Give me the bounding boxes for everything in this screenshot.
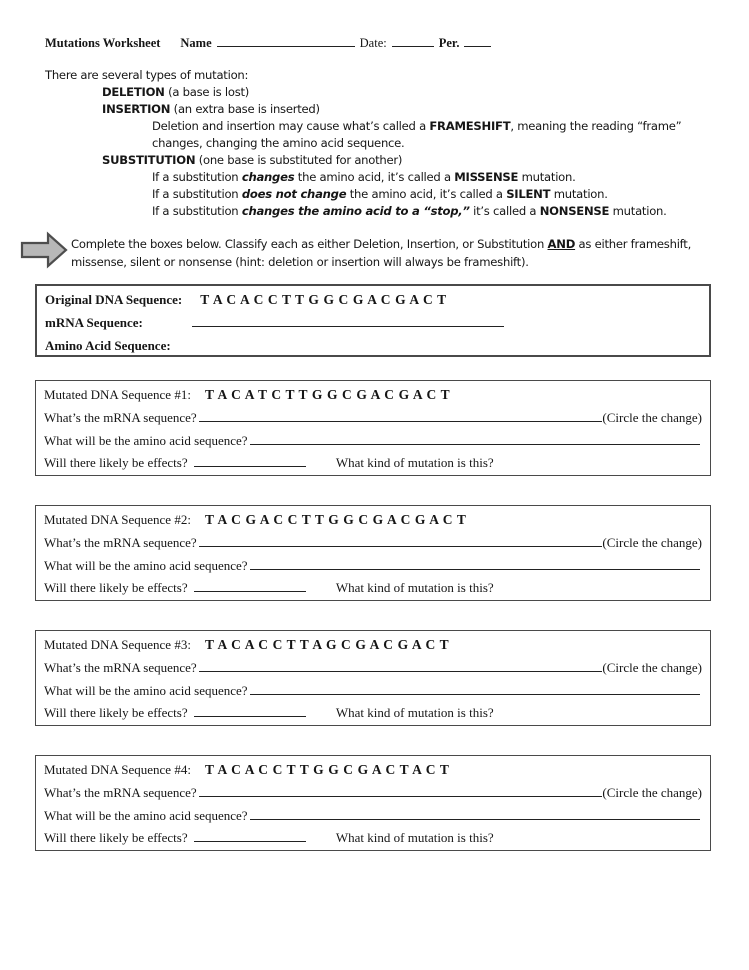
frameshift-line: Deletion and insertion may cause what’s called a FRAMESHIFT, meaning the reading “frame” <box>152 119 682 133</box>
mutation-kind-question: What kind of mutation is this? <box>335 580 494 596</box>
mrna-question: What’s the mRNA sequence? <box>44 659 197 675</box>
mrna-question: What’s the mRNA sequence? <box>44 534 197 550</box>
effects-question-row <box>44 827 702 850</box>
mutated-dna-sequence: T A C A T C T T G G C G A C G A C T <box>204 387 451 402</box>
effects-question: Will there likely be effects? <box>44 455 191 471</box>
worksheet-title: Mutations Worksheet <box>45 36 161 50</box>
substitution-line: SUBSTITUTION (one base is substituted for another) <box>102 153 403 167</box>
original-dna-sequence: T A C A C C T T G G C G A C G A C T <box>200 292 447 307</box>
original-amino-label: Amino Acid Sequence: <box>45 337 171 353</box>
insertion-line: INSERTION (an extra base is inserted) <box>102 102 320 116</box>
mutation-kind-question: What kind of mutation is this? <box>335 455 494 471</box>
mutated-seq-row <box>44 384 702 407</box>
circle-change-note: (Circle the change) <box>602 534 702 550</box>
effects-question: Will there likely be effects? <box>44 830 191 846</box>
mutated-seq-row <box>44 759 702 782</box>
mutated-seq-label: Mutated DNA Sequence #1: <box>44 387 191 402</box>
mrna-answer-blank <box>199 534 603 547</box>
amino-answer-blank <box>250 807 700 820</box>
mrna-answer-blank <box>199 659 603 672</box>
silent-line: If a substitution does not change the amino acid, it’s called a SILENT mutation. <box>152 187 608 201</box>
date-label: Date: <box>359 36 387 50</box>
original-mrna-row <box>45 312 701 335</box>
mutated-seq-label: Mutated DNA Sequence #4: <box>44 762 191 777</box>
mrna-answer-blank <box>199 409 603 422</box>
circle-change-note: (Circle the change) <box>602 784 702 800</box>
amino-question: What will be the amino acid sequence? <box>44 432 248 448</box>
circle-change-note: (Circle the change) <box>602 409 702 425</box>
name-blank <box>217 34 355 47</box>
amino-answer-blank <box>250 557 700 570</box>
mutation-kind-question: What kind of mutation is this? <box>335 705 494 721</box>
amino-question-row <box>44 430 702 453</box>
amino-answer-blank <box>250 682 700 695</box>
mrna-question-row <box>44 407 702 430</box>
mrna-question-row <box>44 782 702 805</box>
amino-question: What will be the amino acid sequence? <box>44 682 248 698</box>
amino-question-row <box>44 805 702 828</box>
right-arrow-icon <box>19 231 69 274</box>
mutated-seq-label: Mutated DNA Sequence #3: <box>44 637 191 652</box>
original-dna-label: Original DNA Sequence: <box>45 292 183 307</box>
effects-answer-blank <box>194 579 306 592</box>
effects-question: Will there likely be effects? <box>44 705 191 721</box>
and-emphasis: AND <box>547 237 576 251</box>
mutated-dna-box-2 <box>35 505 711 601</box>
intro-lead: There are several types of mutation: <box>45 68 249 82</box>
mutation-types-notes <box>45 67 681 220</box>
effects-question-row <box>44 452 702 475</box>
effects-answer-blank <box>194 829 306 842</box>
instruction-text: Complete the boxes below. Classify each as either Deletion, Insertion, or Substitution AND as either frameshift, missense, silent or nonsense (hint: deletion or insertion will always be frameshift). <box>71 237 692 269</box>
mutation-kind-question: What kind of mutation is this? <box>335 830 494 846</box>
effects-question-row <box>44 577 702 600</box>
mutated-dna-sequence: T A C A C C T T G G C G A C T A C T <box>204 762 450 777</box>
date-blank <box>392 34 434 47</box>
effects-answer-blank <box>194 454 306 467</box>
original-mrna-label: mRNA Sequence: <box>45 314 143 330</box>
mutated-dna-box-4 <box>35 755 711 851</box>
mrna-question-row <box>44 657 702 680</box>
page-header <box>45 34 491 51</box>
amino-question-row <box>44 555 702 578</box>
frameshift-line2: changes, changing the amino acid sequence. <box>152 136 405 150</box>
amino-question: What will be the amino acid sequence? <box>44 807 248 823</box>
mutated-dna-sequence: T A C A C C T T A G C G A C G A C T <box>204 637 450 652</box>
mutated-dna-box-1 <box>35 380 711 476</box>
name-label: Name <box>180 36 212 50</box>
mutated-seq-row <box>44 634 702 657</box>
per-label: Per. <box>438 36 460 50</box>
effects-answer-blank <box>194 704 306 717</box>
missense-line: If a substitution changes the amino acid, it’s called a MISSENSE mutation. <box>152 170 576 184</box>
original-dna-row <box>45 289 701 312</box>
amino-answer-blank <box>250 432 700 445</box>
mutated-dna-sequence: T A C G A C C T T G G C G A C G A C T <box>204 512 467 527</box>
nonsense-line: If a substitution changes the amino acid to a “stop,” it’s called a NONSENSE mutation. <box>152 204 667 218</box>
circle-change-note: (Circle the change) <box>602 659 702 675</box>
mutated-seq-label: Mutated DNA Sequence #2: <box>44 512 191 527</box>
mutated-dna-box-3 <box>35 630 711 726</box>
original-amino-row <box>45 335 701 358</box>
original-mrna-blank <box>192 314 504 327</box>
mutated-seq-row <box>44 509 702 532</box>
per-blank <box>464 34 491 47</box>
deletion-line: DELETION (a base is lost) <box>102 85 250 99</box>
effects-question-row <box>44 702 702 725</box>
original-dna-box <box>35 284 711 357</box>
mrna-question: What’s the mRNA sequence? <box>44 409 197 425</box>
mrna-answer-blank <box>199 784 603 797</box>
amino-question: What will be the amino acid sequence? <box>44 557 248 573</box>
amino-question-row <box>44 680 702 703</box>
mrna-question: What’s the mRNA sequence? <box>44 784 197 800</box>
mrna-question-row <box>44 532 702 555</box>
effects-question: Will there likely be effects? <box>44 580 191 596</box>
